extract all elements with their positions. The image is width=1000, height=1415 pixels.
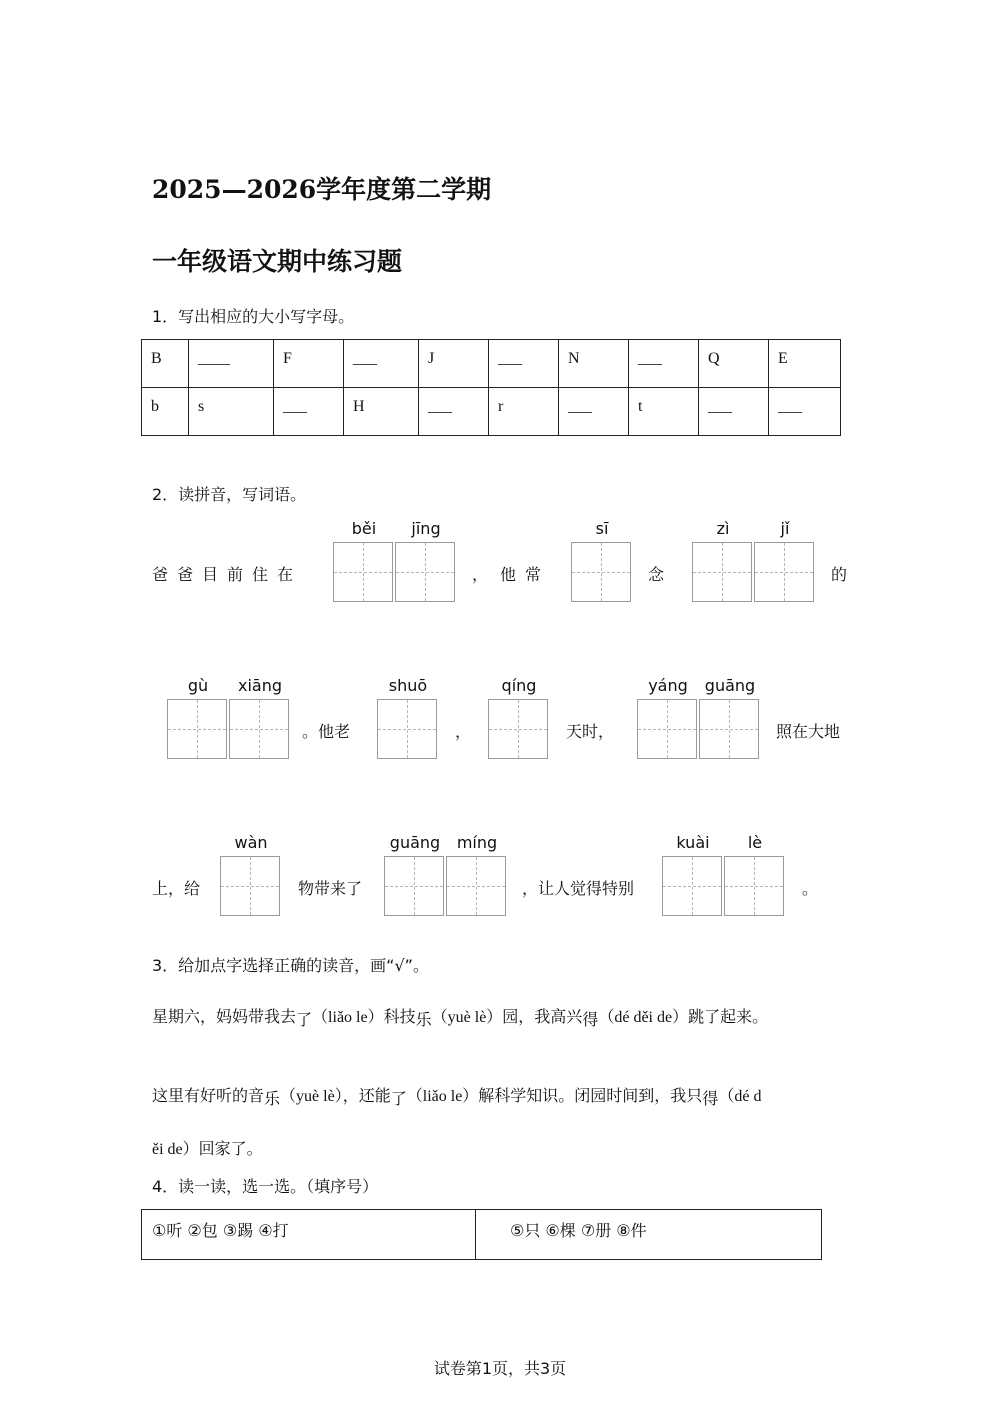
table-cell: F xyxy=(274,340,344,388)
table-cell[interactable]: ____ xyxy=(189,340,274,388)
writing-grid-box[interactable] xyxy=(377,699,437,759)
sentence-text: 上，给 xyxy=(152,879,201,898)
choices-table xyxy=(141,1209,822,1260)
page-footer: 试卷第1页，共3页 xyxy=(433,1359,567,1378)
sentence-text: 星期六，妈妈带我去 xyxy=(152,1007,297,1026)
pinyin-options[interactable]: dé děi de xyxy=(614,1009,673,1026)
sentence-text: 这里有好听的音 xyxy=(152,1086,265,1105)
table-cell[interactable]: ___ xyxy=(699,388,769,436)
writing-grid-box[interactable] xyxy=(333,542,393,602)
pinyin-label: lè xyxy=(747,833,763,852)
writing-grid-box[interactable] xyxy=(637,699,697,759)
table-cell: E xyxy=(769,340,841,388)
pinyin-options[interactable]: dé d xyxy=(734,1088,762,1105)
question-1-prompt: 1．写出相应的大小写字母。 xyxy=(152,307,355,326)
sentence-text: ， xyxy=(455,722,472,741)
pinyin-label: zì xyxy=(716,519,730,538)
pinyin-label: kuài xyxy=(676,833,710,852)
table-row xyxy=(142,340,841,388)
pinyin-options[interactable]: liǎo le xyxy=(422,1088,463,1105)
table-cell[interactable]: ___ xyxy=(769,388,841,436)
reading-paragraph-line xyxy=(152,1136,263,1159)
pinyin-options[interactable]: ěi de xyxy=(152,1141,183,1158)
title-year: 2025—2026学年度第二学期 xyxy=(152,175,492,204)
table-cell[interactable]: ___ xyxy=(274,388,344,436)
pinyin-options[interactable]: yuè lè xyxy=(296,1088,335,1105)
writing-grid-box[interactable] xyxy=(692,542,752,602)
sentence-text: 他常 xyxy=(500,565,551,584)
pinyin-label: yáng xyxy=(648,676,688,695)
pinyin-label: xiāng xyxy=(237,676,282,695)
writing-grid-box[interactable] xyxy=(754,542,814,602)
question-4-prompt: 4．读一读，选一选。（填序号） xyxy=(152,1177,379,1196)
pinyin-label: qíng xyxy=(501,676,537,695)
sentence-text: 照在大地 xyxy=(776,722,841,741)
dotted-char: 得 xyxy=(702,1089,719,1108)
writing-grid-box[interactable] xyxy=(167,699,227,759)
bracket: （ xyxy=(718,1086,735,1105)
table-cell: s xyxy=(189,388,274,436)
writing-grid-box[interactable] xyxy=(229,699,289,759)
pinyin-label: shuō xyxy=(388,676,428,695)
pinyin-label: guāng xyxy=(704,676,756,695)
table-row xyxy=(142,388,841,436)
table-cell: Q xyxy=(699,340,769,388)
pinyin-label: sī xyxy=(595,519,609,538)
writing-grid-box[interactable] xyxy=(662,856,722,916)
sentence-text: 念 xyxy=(648,565,665,584)
table-cell: t xyxy=(629,388,699,436)
letters-table xyxy=(141,339,841,436)
table-cell: N xyxy=(559,340,629,388)
pinyin-label: wàn xyxy=(234,833,268,852)
table-cell: J xyxy=(419,340,489,388)
sentence-text: 。他老 xyxy=(302,722,351,741)
writing-grid-box[interactable] xyxy=(220,856,280,916)
question-3-prompt: 3．给加点字选择正确的读音，画“√”。 xyxy=(152,956,429,975)
dotted-char: 了 xyxy=(390,1089,407,1108)
pinyin-options[interactable]: yuè lè xyxy=(447,1009,487,1026)
writing-grid-box[interactable] xyxy=(699,699,759,759)
dotted-char: 得 xyxy=(582,1010,599,1029)
sentence-text: ）科技 xyxy=(367,1007,416,1026)
sentence-text: ，让人觉得特别 xyxy=(522,879,635,898)
sentence-text: 的 xyxy=(831,565,848,584)
writing-grid-box[interactable] xyxy=(446,856,506,916)
writing-grid-box[interactable] xyxy=(488,699,548,759)
dotted-char: 乐 xyxy=(264,1089,281,1108)
pinyin-label: jǐ xyxy=(780,519,790,538)
writing-grid-box[interactable] xyxy=(724,856,784,916)
bracket: （ xyxy=(280,1086,297,1105)
writing-grid-box[interactable] xyxy=(395,542,455,602)
pinyin-label: míng xyxy=(456,833,498,852)
sentence-text: ）解科学知识。闭园时间到，我只 xyxy=(462,1086,703,1105)
sentence-text: 。 xyxy=(802,879,819,898)
table-cell[interactable]: ___ xyxy=(489,340,559,388)
bracket: （ xyxy=(431,1007,448,1026)
sentence-text: ）回家了。 xyxy=(182,1139,263,1158)
sentence-text: ）跳了起来。 xyxy=(672,1007,769,1026)
reading-paragraph-line xyxy=(152,1004,768,1027)
writing-grid-box[interactable] xyxy=(384,856,444,916)
table-cell: B xyxy=(142,340,189,388)
title-exam: 一年级语文期中练习题 xyxy=(152,247,403,276)
sentence-text: ）园，我高兴 xyxy=(486,1007,583,1026)
table-cell: b xyxy=(142,388,189,436)
bracket: （ xyxy=(598,1007,615,1026)
dotted-char: 了 xyxy=(296,1010,313,1029)
pinyin-label: běi xyxy=(351,519,377,538)
verb-choices: ①听 ②包 ③踢 ④打 xyxy=(142,1210,476,1260)
table-cell: H xyxy=(344,388,419,436)
sentence-text: 物带来了 xyxy=(298,879,363,898)
table-cell[interactable]: ___ xyxy=(344,340,419,388)
pinyin-options[interactable]: liǎo le xyxy=(328,1009,368,1026)
table-cell[interactable]: ___ xyxy=(419,388,489,436)
pinyin-label: jīng xyxy=(411,519,441,538)
bracket: （ xyxy=(406,1086,423,1105)
table-cell[interactable]: ___ xyxy=(559,388,629,436)
sentence-text: 爸爸目前住在 xyxy=(152,565,303,584)
writing-grid-box[interactable] xyxy=(571,542,631,602)
table-row xyxy=(142,1210,822,1260)
table-cell[interactable]: ___ xyxy=(629,340,699,388)
question-2-prompt: 2．读拼音，写词语。 xyxy=(152,485,307,504)
measure-word-choices: ⑤只 ⑥棵 ⑦册 ⑧件 xyxy=(476,1210,822,1260)
sentence-text: 天时， xyxy=(566,722,615,741)
dotted-char: 乐 xyxy=(415,1010,432,1029)
pinyin-label: guāng xyxy=(389,833,441,852)
sentence-text: ， xyxy=(472,565,489,584)
bracket: （ xyxy=(312,1007,329,1026)
reading-paragraph-line xyxy=(152,1083,761,1106)
pinyin-label: gù xyxy=(187,676,209,695)
sentence-text: ），还能 xyxy=(334,1086,391,1105)
table-cell: r xyxy=(489,388,559,436)
